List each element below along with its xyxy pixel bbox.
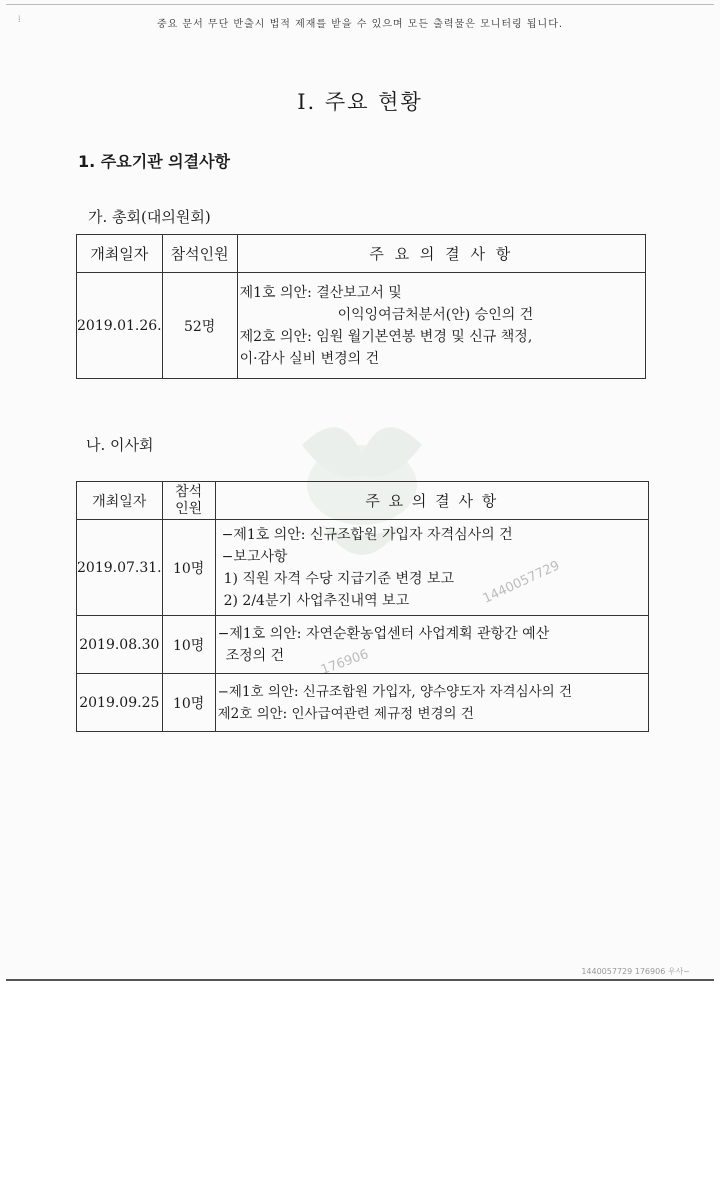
column-header: 참석인원 xyxy=(162,235,237,273)
table-row xyxy=(77,674,649,732)
subsection-heading: 가. 총회(대의원회) xyxy=(88,208,211,226)
top-rule xyxy=(6,4,714,5)
board-table xyxy=(76,481,649,732)
resolution-line: 제1호 의안: 결산보고서 및 xyxy=(239,284,402,301)
resolution-cell xyxy=(215,616,648,674)
column-header: 주 요 의 결 사 항 xyxy=(215,482,648,520)
date-cell: 2019.09.25 xyxy=(77,674,163,732)
resolution-line: 1) 직원 자격 수당 지급기준 변경 보고 xyxy=(223,570,455,587)
resolution-line: 제2호 의안: 인사급여관련 제규정 변경의 건 xyxy=(217,705,474,722)
resolution-line: 이·감사 실비 변경의 건 xyxy=(239,350,380,367)
table-row xyxy=(77,273,646,379)
footer-id: 1440057729 176906 우사~ xyxy=(581,967,690,976)
attendees-cell: 10명 xyxy=(162,520,215,616)
resolution-line: 이익잉여금처분서(안) 승인의 건 xyxy=(337,306,534,323)
resolution-cell xyxy=(237,273,645,379)
page-title: I. 주요 현황 xyxy=(297,90,423,114)
date-cell: 2019.01.26. xyxy=(77,273,163,379)
scan-mark: ⁞ xyxy=(18,15,21,25)
resolution-line: 조정의 건 xyxy=(225,647,285,664)
section-title: 1. 주요기관 의결사항 xyxy=(78,152,230,171)
column-header: 개최일자 xyxy=(77,235,163,273)
attendees-cell: 10명 xyxy=(162,616,215,674)
date-cell: 2019.08.30 xyxy=(77,616,163,674)
table-row xyxy=(77,520,649,616)
column-header: 참석 인원 xyxy=(162,482,215,520)
bottom-rule xyxy=(6,979,714,981)
date-cell: 2019.07.31. xyxy=(77,520,163,616)
column-header: 개최일자 xyxy=(77,482,163,520)
table-header-row xyxy=(77,235,646,273)
resolution-cell xyxy=(215,674,648,732)
table-header-row xyxy=(77,482,649,520)
resolution-line: 2) 2/4분기 사업추진내역 보고 xyxy=(223,592,410,609)
security-notice: 중요 문서 무단 반출시 법적 제재를 받을 수 있으며 모든 출력물은 모니터링 됩니다. xyxy=(156,19,564,30)
attendees-cell: 52명 xyxy=(162,273,237,379)
resolution-line: −제1호 의안: 신규조합원 가입자 자격심사의 건 xyxy=(221,526,513,543)
subsection-heading: 나. 이사회 xyxy=(86,436,154,454)
resolution-cell xyxy=(215,520,648,616)
attendees-cell: 10명 xyxy=(162,674,215,732)
watermark-id: 176906 xyxy=(318,646,371,679)
resolution-line: −보고사항 xyxy=(221,548,288,565)
column-header: 주 요 의 결 사 항 xyxy=(237,235,645,273)
table-row xyxy=(77,616,649,674)
resolution-line: −제1호 의안: 자연순환농업센터 사업계획 관항간 예산 xyxy=(217,625,550,642)
resolution-line: −제1호 의안: 신규조합원 가입자, 양수양도자 자격심사의 건 xyxy=(217,683,573,700)
resolution-line: 제2호 의안: 임원 월기본연봉 변경 및 신규 책정, xyxy=(239,328,533,345)
watermark-id: 1440057729 xyxy=(480,558,563,607)
general-meeting-table xyxy=(76,234,646,379)
